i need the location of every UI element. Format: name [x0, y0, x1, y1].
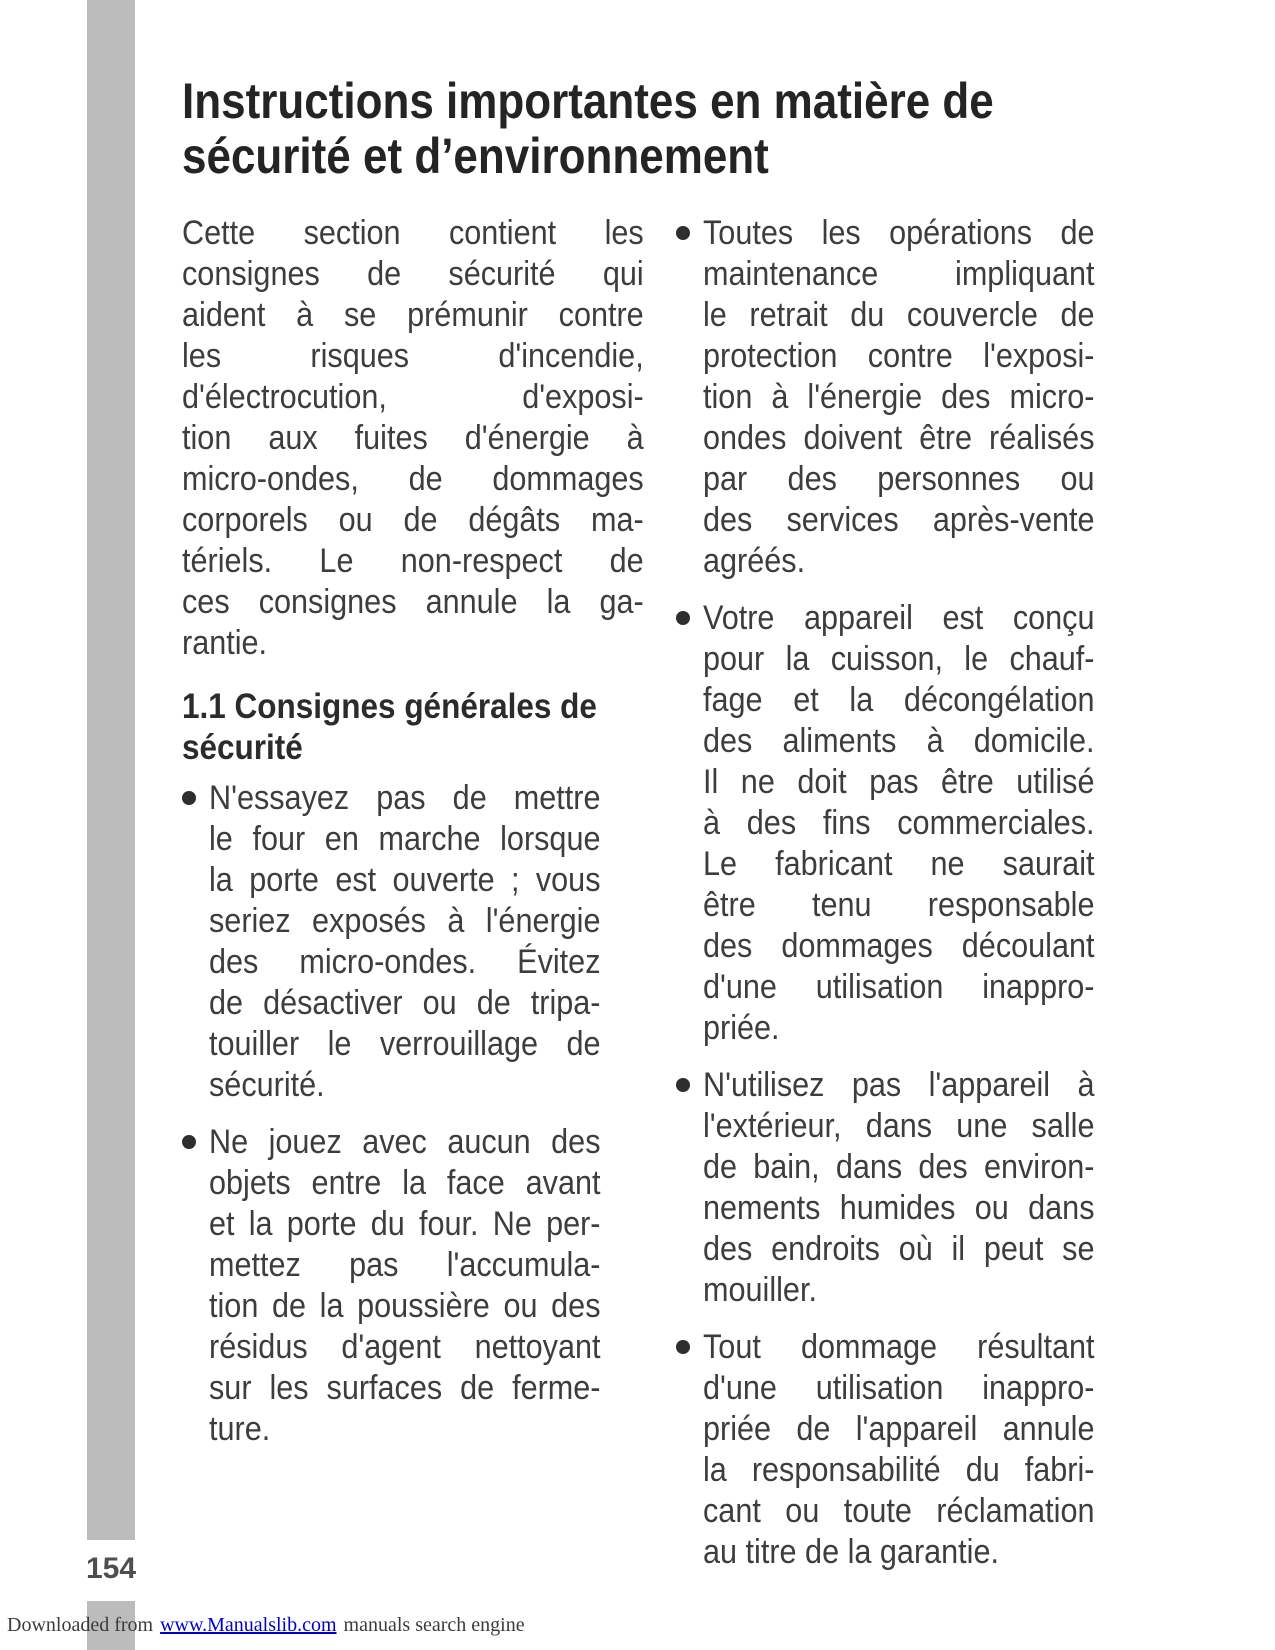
text-lines [209, 1122, 601, 1450]
text-line: la porte est ouverte ; vous [209, 861, 601, 899]
text-line: d'une utilisation inappro- [703, 1369, 1095, 1407]
text-line: les risques d'incendie, [182, 337, 644, 375]
text-line: rantie. [182, 624, 268, 662]
text-line: à des fins commerciales. [703, 804, 1095, 842]
text-line: 1.1 Consignes générales de [182, 687, 597, 726]
text-lines [182, 686, 644, 768]
text-line: consignes de sécurité qui [182, 255, 644, 293]
text-line: des micro-ondes. Évitez [209, 943, 601, 981]
text-line: mettez pas l'accumula- [209, 1246, 601, 1284]
page-content [182, 74, 1138, 1573]
text-line: Ne jouez avec aucun des [209, 1123, 601, 1161]
text-line: de désactiver ou de tripa- [209, 984, 601, 1022]
text-line: sur les surfaces de ferme- [209, 1369, 601, 1407]
text-lines [703, 598, 1095, 1049]
text-line: seriez exposés à l'énergie [209, 902, 601, 940]
text-line: au titre de la garantie. [703, 1533, 1000, 1571]
footer-suffix: manuals search engine [343, 1614, 525, 1636]
text-lines [209, 778, 601, 1106]
text-line: fage et la décongélation [703, 681, 1095, 719]
text-line: maintenance impliquant [703, 255, 1095, 293]
text-line: aident à se prémunir contre [182, 296, 644, 334]
bullet-icon [676, 1078, 690, 1092]
bullet-item [182, 1122, 644, 1450]
text-line: pour la cuisson, le chauf- [703, 640, 1095, 678]
page-title-line: Instructions importantes en matière de [182, 73, 994, 129]
text-line: tériels. Le non-respect de [182, 542, 644, 580]
bullet-item [182, 778, 644, 1106]
bullet-icon [676, 226, 690, 240]
text-line: protection contre l'exposi- [703, 337, 1095, 375]
text-line: tion aux fuites d'énergie à [182, 419, 644, 457]
text-line: ture. [209, 1410, 271, 1448]
text-line: tion de la poussière ou des [209, 1287, 601, 1325]
text-line: priée. [703, 1009, 780, 1047]
text-line: d'électrocution, d'exposi- [182, 378, 644, 416]
text-line: par des personnes ou [703, 460, 1095, 498]
text-line: nements humides ou dans [703, 1189, 1095, 1227]
page-title [182, 74, 1023, 184]
text-line: Le fabricant ne saurait [703, 845, 1095, 883]
text-line: des aliments à domicile. [703, 722, 1095, 760]
two-column-text [182, 213, 1138, 1573]
text-line: corporels ou de dégâts ma- [182, 501, 644, 539]
text-line: Il ne doit pas être utilisé [703, 763, 1095, 801]
paragraph [182, 213, 644, 664]
right-column [676, 213, 1138, 1573]
text-line: N'utilisez pas l'appareil à [703, 1066, 1095, 1104]
bullet-item [676, 213, 1138, 582]
manualslib-link[interactable]: www.Manualslib.com [160, 1614, 337, 1636]
bullet-icon [182, 791, 196, 805]
text-line: Toutes les opérations de [703, 214, 1095, 252]
text-line: et la porte du four. Ne per- [209, 1205, 601, 1243]
text-line: être tenu responsable [703, 886, 1095, 924]
left-column [182, 213, 644, 1573]
text-line: Tout dommage résultant [703, 1328, 1095, 1366]
bullet-icon [182, 1135, 196, 1149]
bullet-icon [676, 1340, 690, 1354]
text-lines [182, 213, 644, 664]
text-line: la responsabilité du fabri- [703, 1451, 1095, 1489]
bullet-item [676, 1327, 1138, 1573]
text-line: ondes doivent être réalisés [703, 419, 1095, 457]
bullet-item [676, 1065, 1138, 1311]
text-line: le retrait du couvercle de [703, 296, 1095, 334]
text-lines [703, 213, 1095, 582]
text-line: sécurité. [209, 1066, 325, 1104]
text-line: des dommages découlant [703, 927, 1095, 965]
text-line: mouiller. [703, 1271, 817, 1309]
text-line: l'extérieur, dans une salle [703, 1107, 1095, 1145]
text-line: agréés. [703, 542, 806, 580]
text-lines [703, 1065, 1095, 1311]
text-line: N'essayez pas de mettre [209, 779, 601, 817]
text-line: des services après-vente [703, 501, 1095, 539]
bullet-item [676, 598, 1138, 1049]
footer-watermark [7, 1612, 525, 1638]
section-heading [182, 686, 644, 768]
bullet-icon [676, 611, 690, 625]
footer-prefix: Downloaded from [7, 1614, 154, 1636]
page-number: 154 [85, 1552, 137, 1585]
sidebar-gray-bar [87, 0, 135, 1540]
text-line: tion à l'énergie des micro- [703, 378, 1095, 416]
text-line: des endroits où il peut se [703, 1230, 1095, 1268]
text-line: objets entre la face avant [209, 1164, 601, 1202]
text-line: Votre appareil est conçu [703, 599, 1095, 637]
text-line: priée de l'appareil annule [703, 1410, 1095, 1448]
text-line: le four en marche lorsque [209, 820, 601, 858]
text-line: sécurité [182, 728, 303, 767]
text-line: micro-ondes, de dommages [182, 460, 644, 498]
text-line: ces consignes annule la ga- [182, 583, 644, 621]
text-line: de bain, dans des environ- [703, 1148, 1095, 1186]
text-line: touiller le verrouillage de [209, 1025, 601, 1063]
page-title-line: sécurité et d’environnement [182, 128, 769, 184]
text-lines [703, 1327, 1095, 1573]
text-line: cant ou toute réclamation [703, 1492, 1095, 1530]
text-line: Cette section contient les [182, 214, 644, 252]
text-line: résidus d'agent nettoyant [209, 1328, 601, 1366]
text-line: d'une utilisation inappro- [703, 968, 1095, 1006]
